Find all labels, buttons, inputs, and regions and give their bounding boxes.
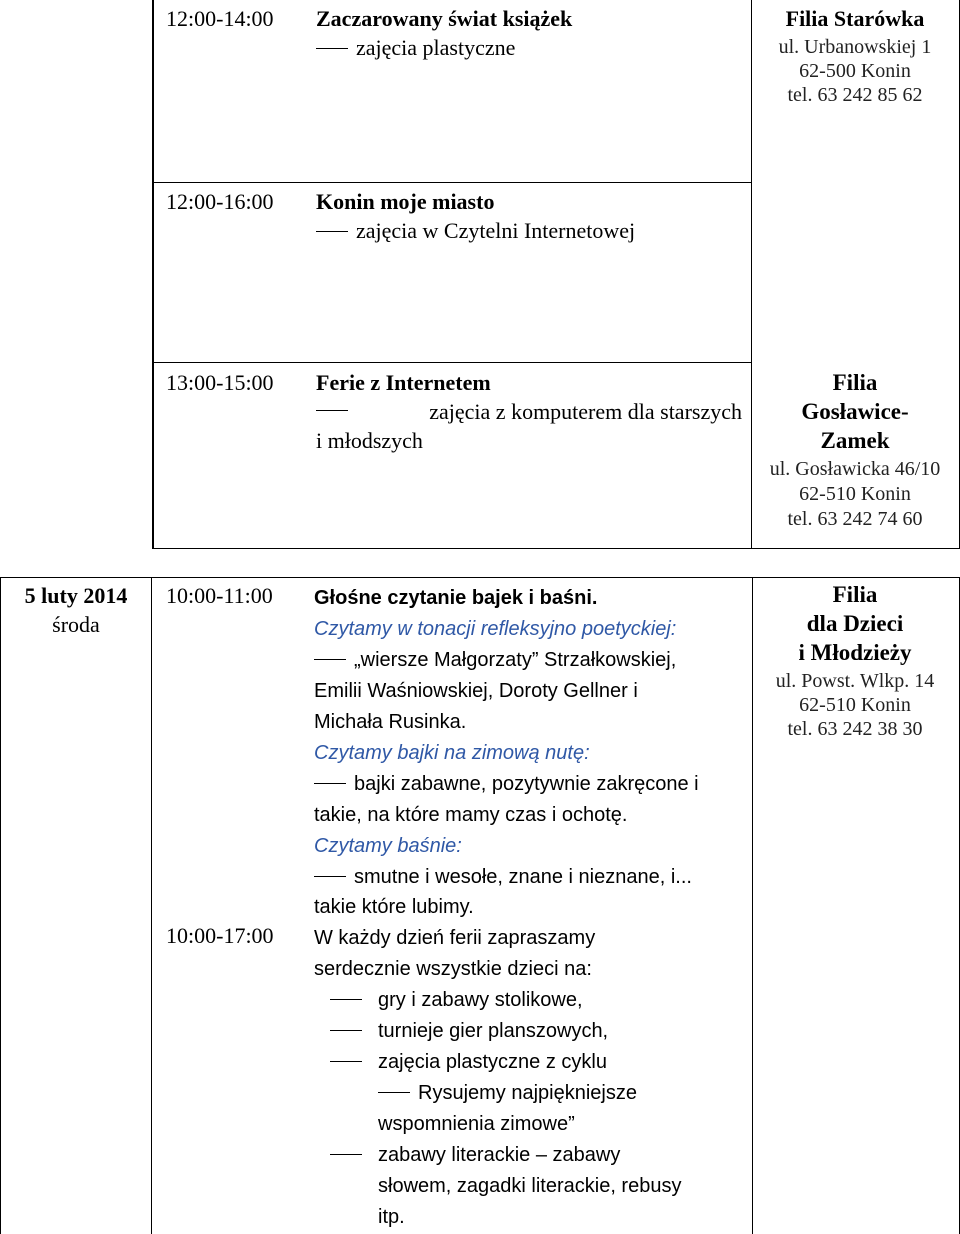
event2-item3-text: zajęcia plastyczne z cyklu <box>378 1051 607 1073</box>
row2-time: 12:00-16:00 <box>166 189 274 214</box>
branch-goslawice-line3: Zamek <box>820 428 890 453</box>
event1-line4-text: bajki zabawne, pozytywnie zakręcone i <box>354 773 699 795</box>
event2-item3-line2-text: Rysujemy najpiękniejsze <box>418 1082 637 1104</box>
branch-goslawice-line2: Gosławice- <box>801 399 909 424</box>
row1-desc: zajęcia plastyczne <box>356 35 516 60</box>
branch-children-line3: i Młodzieży <box>798 640 912 665</box>
event2-time: 10:00-17:00 <box>166 923 274 948</box>
event2-item4 <box>330 1141 620 1170</box>
event2-item1-text: gry i zabawy stolikowe, <box>378 989 583 1011</box>
event1-subheading-fairy: Czytamy bajki na zimową nutę: <box>314 742 590 764</box>
dash-icon <box>316 410 348 425</box>
branch-goslawice-phone: tel. 63 242 74 60 <box>787 508 923 530</box>
day-date: 5 luty 2014 <box>24 583 128 608</box>
branch-children-line2: dla Dzieci <box>806 611 904 636</box>
branch-starowka-phone: tel. 63 242 85 62 <box>787 84 923 106</box>
event1-time: 10:00-11:00 <box>166 583 273 608</box>
branch-starowka-address: ul. Urbanowskiej 1 <box>778 36 932 58</box>
branch-children-address: ul. Powst. Wlkp. 14 <box>775 670 935 692</box>
dash-icon <box>314 876 346 877</box>
row3-desc1: zajęcia z komputerem dla starszych <box>429 399 742 424</box>
event2-item4-text: zabawy literackie – zabawy <box>378 1144 621 1166</box>
event1-line1 <box>314 646 676 675</box>
event1-line6 <box>314 863 692 892</box>
event1-line1-text: „wiersze Małgorzaty” Strzałkowskiej, <box>354 649 677 671</box>
event2-item2 <box>330 1017 608 1046</box>
dash-icon <box>330 999 362 1000</box>
event2-item1 <box>330 986 583 1015</box>
dash-icon <box>330 1030 362 1031</box>
dash-icon <box>330 1154 362 1155</box>
branch-children-phone: tel. 63 242 38 30 <box>787 718 923 740</box>
row3-desc2: i młodszych <box>316 428 423 453</box>
event2-item2-text: turnieje gier planszowych, <box>378 1020 609 1042</box>
branch-children-line1: Filia <box>832 582 878 607</box>
event2-item3 <box>330 1048 607 1077</box>
row1-time: 12:00-14:00 <box>166 6 274 31</box>
branch-starowka-name: Filia Starówka <box>785 6 925 31</box>
event2-item4-line3: itp. <box>378 1206 405 1228</box>
dash-icon <box>378 1092 410 1093</box>
event1-line6-text: smutne i wesołe, znane i nieznane, i... <box>354 866 692 888</box>
row2-title: Konin moje miasto <box>316 189 495 214</box>
event2-intro2: serdecznie wszystkie dzieci na: <box>314 958 592 980</box>
dash-icon <box>316 48 348 49</box>
branch-children-postcode: 62-510 Konin <box>799 694 911 716</box>
event1-line5: takie, na które mamy czas i ochotę. <box>314 804 628 826</box>
row1-title: Zaczarowany świat książek <box>316 6 573 31</box>
dash-icon <box>314 783 346 784</box>
row3-title: Ferie z Internetem <box>316 370 491 395</box>
event2-item3-line2 <box>378 1079 637 1108</box>
branch-goslawice-line1: Filia <box>832 370 878 395</box>
event1-line3: Michała Rusinka. <box>314 711 467 733</box>
event1-line2: Emilii Waśniowskiej, Doroty Gellner i <box>314 680 638 702</box>
event2-intro1: W każdy dzień ferii zapraszamy <box>314 927 596 949</box>
branch-goslawice-postcode: 62-510 Konin <box>799 483 911 505</box>
row1-desc-line <box>316 33 515 62</box>
event1-line4 <box>314 770 699 799</box>
event1-line7: takie które lubimy. <box>314 896 474 918</box>
event2-item4-line2: słowem, zagadki literackie, rebusy <box>378 1175 682 1197</box>
row2-desc: zajęcia w Czytelni Internetowej <box>356 218 636 243</box>
row2-desc-line <box>316 216 635 245</box>
branch-starowka-postcode: 62-500 Konin <box>799 60 911 82</box>
event1-subheading-tales: Czytamy baśnie: <box>314 835 462 857</box>
dash-icon <box>316 231 348 232</box>
dash-icon <box>330 1061 362 1062</box>
event1-subheading-poetry: Czytamy w tonacji refleksyjno poetyckiej: <box>314 618 677 640</box>
event2-item3-line3: wspomnienia zimowe” <box>378 1113 575 1135</box>
row3-time: 13:00-15:00 <box>166 370 274 395</box>
row3-desc-line <box>316 397 742 426</box>
day-weekday: środa <box>52 612 100 637</box>
event1-title: Głośne czytanie bajek i baśni. <box>314 587 598 609</box>
dash-icon <box>314 659 346 660</box>
branch-goslawice-address: ul. Gosławicka 46/10 <box>769 458 941 480</box>
